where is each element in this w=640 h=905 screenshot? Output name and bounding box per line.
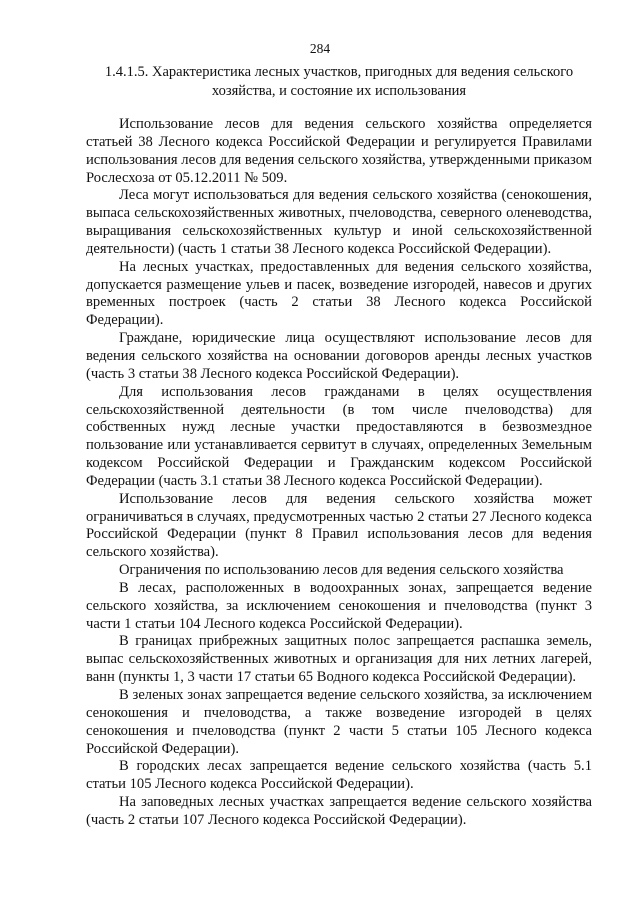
body-text — [86, 116, 592, 830]
section-heading: 1.4.1.5. Характеристика лесных участков, пригодных для ведения сельского хозяйства, и состояние их использования — [104, 64, 574, 99]
paragraph-free-use-servitude: Для использования лесов гражданами в целях осуществления сельскохозяйственной деятельности (в том числе пчеловодства) для собственных нужд лесные участки предоставляются в безвозмездное пользование или устанавливается сервитут в случаях, определенных Земельным кодексом Российской Федерации и Гражданским кодексом Российской Федерации (часть 3.1 статьи 38 Лесного кодекса Российской Федерации). — [86, 383, 592, 489]
page-number: 284 — [309, 41, 331, 56]
paragraph-legal-basis: Использование лесов для ведения сельского хозяйства определяется статьей 38 Лесного кодекса Российской Федерации и регулируется Правилами использования лесов для ведения сельского хозяйства, утвержденными приказом Рослесхоза от 05.12.2011 № 509. — [86, 116, 592, 186]
paragraph-use-limitations: Использование лесов для ведения сельского хозяйства может ограничиваться в случаях, предусмотренных частью 2 статьи 27 Лесного кодекса Российской Федерации (пункт 8 Правил использования лесов для ведения сельского хозяйства). — [86, 490, 592, 561]
paragraph-restrictions-heading: Ограничения по использованию лесов для ведения сельского хозяйства — [119, 562, 564, 579]
paragraph-green-zones: В зеленых зонах запрещается ведение сельского хозяйства, за исключением сенокошения и пчеловодства, а также возведение изгородей в целях сенокошения и пчеловодства (пункт 2 части 5 статьи 105 Лесного кодекса Российской Федерации). — [86, 687, 592, 757]
paragraph-lease-agreements: Граждане, юридические лица осуществляют использование лесов для ведения сельского хозяйства на основании договоров аренды лесных участков (часть 3 статьи 38 Лесного кодекса Российской Федерации). — [86, 330, 592, 382]
paragraph-coastal-protection-strips: В границах прибрежных защитных полос запрещается распашка земель, выпас сельскохозяйственных животных и организация для них летних лагерей, ванн (пункты 1, 3 части 17 статьи 65 Водного кодекса Российской Федерации). — [86, 633, 592, 686]
paragraph-protected-forest-areas: На заповедных лесных участках запрещается ведение сельского хозяйства (часть 2 статьи 107 Лесного кодекса Российской Федерации). — [86, 794, 592, 828]
paragraph-urban-forests: В городских лесах запрещается ведение сельского хозяйства (часть 5.1 статьи 105 Лесного кодекса Российской Федерации). — [86, 758, 592, 793]
paragraph-temporary-structures: На лесных участках, предоставленных для ведения сельского хозяйства, допускается размещение ульев и пасек, возведение изгородей, навесов и других временных построек (часть 2 статьи 38 Лесного кодекса Российской Федерации). — [86, 258, 592, 329]
paragraph-water-protection-zones: В лесах, расположенных в водоохранных зонах, запрещается ведение сельского хозяйства, за исключением сенокошения и пчеловодства (пункт 3 части 1 статьи 104 Лесного кодекса Российской Федерации). — [86, 579, 592, 632]
paragraph-forest-use-purposes: Леса могут использоваться для ведения сельского хозяйства (сенокошения, выпаса сельскохозяйственных животных, пчеловодства, северного оленеводства, выращивания сельскохозяйственных культур и иной сельскохозяйственной деятельности) (часть 1 статьи 38 Лесного кодекса Российской Федерации). — [86, 187, 592, 257]
